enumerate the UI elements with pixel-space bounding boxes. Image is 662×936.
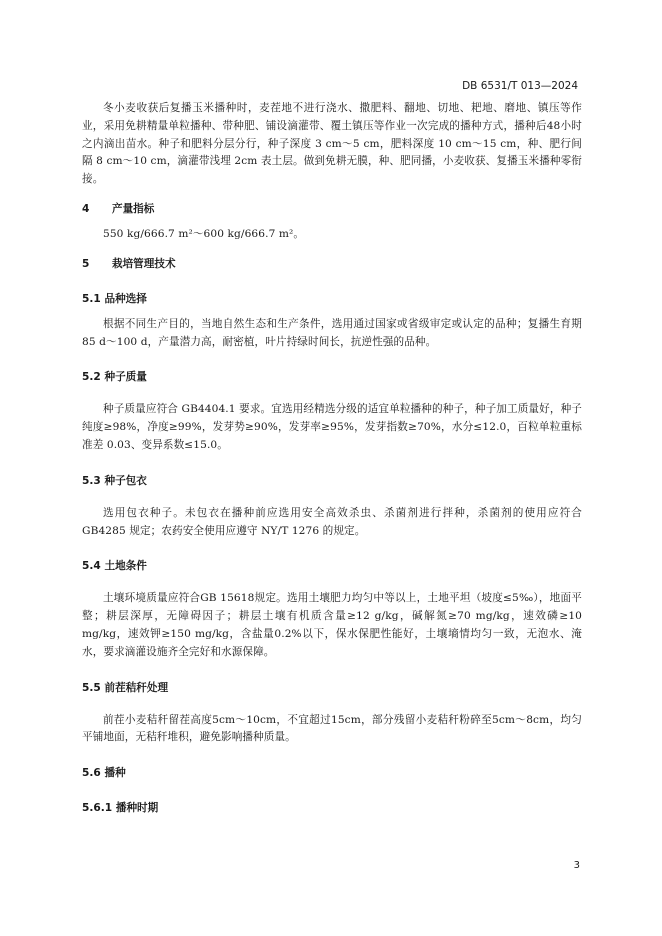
section-heading-5-3 (82, 473, 582, 490)
section-title: 种子包衣 (104, 474, 147, 487)
section-heading-4 (82, 201, 582, 218)
section-text: 选用包衣种子。未包衣在播种前应选用安全高效杀虫、杀菌剂进行拌种，杀菌剂的使用应符合 GB4285 规定；农药安全使用应遵守 NY/T 1276 的规定。 (82, 506, 582, 537)
section-text: 550 kg/666.7 m²～600 kg/666.7 m²。 (103, 227, 305, 240)
section-number: 5 (82, 257, 90, 270)
section-heading-5-6-1 (82, 800, 582, 817)
section-text: 根据不同生产目的，当地自然生态和生产条件，选用通过国家或省级审定或认定的品种；复播生育期 85 d～100 d，产量潜力高，耐密植，叶片持绿时间长，抗逆性强的品种。 (82, 317, 582, 348)
section-title: 前茬秸秆处理 (104, 681, 169, 694)
section-heading-5-2 (82, 369, 582, 386)
section-number: 5.6 (82, 767, 101, 780)
section-heading-5-6 (82, 765, 582, 782)
intro-paragraph: 冬小麦收获后复播玉米播种时，麦茬地不进行浇水、撒肥料、翻地、切地、耙地、磨地、镇压等作业，采用免耕精量单粒播种、带种肥、铺设滴灌带、覆土镇压等作业一次完成的播种方式，播种后48小时之内滴出苗水。种子和肥料分层分行，种子深度 3 cm～5 cm，肥料深度 10 cm～15 cm，种、肥行间隔 8 cm～10 cm，滴灌带浅埋 2cm 表土层。做到免耕无膜，种、肥同播，小麦收获、复播玉米播种零衔接。 (82, 102, 582, 186)
section-number: 5.2 (82, 371, 101, 384)
section-number: 5.3 (82, 474, 101, 487)
document-code: DB 6531/T 013—2024 (462, 80, 578, 92)
section-number: 5.1 (82, 292, 101, 305)
section-text: 种子质量应符合 GB4404.1 要求。宜选用经精选分级的适宜单粒播种的种子，种子加工质量好，种子纯度≥98%，净度≥99%，发芽势≥90%，发芽率≥95%，发芽指数≥70%，水分≤12.0，百粒单粒重标准差 0.03、变异系数≤15.0。 (82, 403, 582, 451)
section-title: 品种选择 (104, 292, 147, 305)
section-title: 栽培管理技术 (112, 257, 176, 270)
section-title: 产量指标 (112, 202, 155, 215)
section-number: 4 (82, 202, 90, 215)
section-text: 土壤环境质量应符合GB 15618规定。选用土壤肥力均匀中等以上，土地平坦（坡度≤5‰），地面平整；耕层深厚，无障碍因子；耕层土壤有机质含量≥12 g/kg，碱解氮≥70 mg/kg，速效磷≥10 mg/kg，速效钾≥150 mg/kg，含盐量0.2%以下，保水保肥性能好，土壤墒情均匀一致，无泡水、淹水，要求滴灌设施齐全完好和水源保障。 (82, 592, 582, 658)
section-heading-5-5 (82, 680, 582, 697)
section-text: 前茬小麦秸秆留茬高度5cm～10cm，不宜超过15cm，部分残留小麦秸秆粉碎至5cm～8cm，均匀平铺地面，无秸秆堆积，避免影响播种质量。 (82, 713, 582, 744)
section-heading-5-1 (82, 291, 582, 308)
page-number: 3 (573, 860, 580, 871)
section-title: 种子质量 (104, 371, 147, 384)
section-heading-5 (82, 256, 582, 273)
section-number: 5.6.1 (82, 802, 113, 815)
section-heading-5-4 (82, 558, 582, 575)
section-number: 5.4 (82, 560, 101, 573)
section-title: 土地条件 (104, 560, 147, 573)
section-title: 播种 (104, 767, 126, 780)
section-number: 5.5 (82, 681, 101, 694)
document-body (82, 100, 582, 817)
section-title: 播种时期 (115, 802, 159, 815)
